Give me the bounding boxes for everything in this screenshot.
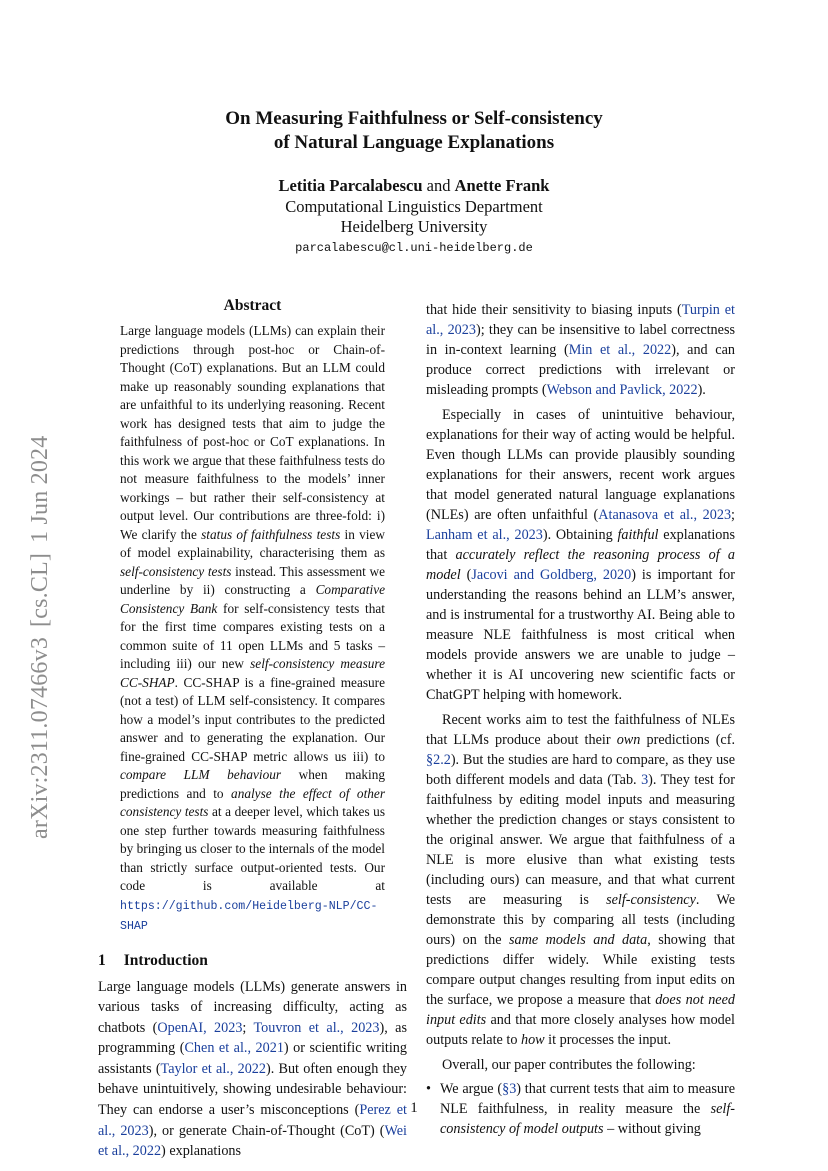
text-run: ), as programming ( bbox=[98, 1019, 407, 1057]
abstract-text-run: instead. This assessment we underline by ii) constructing a bbox=[120, 563, 385, 597]
text-run: Especially in cases of unintuitive behaviour, explanations for their way of acting would be helpful. Even though LLMs can provide plausibly sounding explanations for their answers, recent work argues that model generated natural language explanations (NLEs) are often unfaithful ( bbox=[426, 407, 735, 523]
arxiv-date: 1 Jun 2024 bbox=[27, 435, 53, 543]
abstract-text-run: in view of model explainability, characterising them as bbox=[120, 526, 385, 560]
text-run: and that more closely analyses how model outputs relate to bbox=[426, 1012, 735, 1048]
section-number: 1 bbox=[98, 951, 106, 969]
citation-link[interactable]: Lanham et al., 2023 bbox=[426, 527, 543, 543]
author-1: Letitia Parcalabescu bbox=[278, 176, 423, 195]
citation-link[interactable]: Min et al., 2022 bbox=[568, 342, 672, 358]
abstract-text-run: . CC-SHAP is a fine-grained measure (not a test) of LLM self-consistency. It compares how a model’s input contributes to the predicted answer and to generating the explanation. Our fine-grained CC-SHAP metric allows us iii) to bbox=[120, 674, 385, 764]
abstract-emphasis: analyse the effect of other consistency tests bbox=[120, 785, 385, 819]
text-run: ), or generate Chain-of-Thought (CoT) ( bbox=[148, 1122, 385, 1139]
abstract-text bbox=[120, 322, 385, 937]
text-run: ). They test for faithfulness by editing model inputs and measuring whether the prediction changes or stays consistent to the original answer. We argue that faithfulness of a NLE is more elusive than what existing tests (including ours) can measure, and that what current tests are measuring is bbox=[426, 772, 735, 908]
text-run: Recent works aim to test the faithfulness of NLEs that LLMs produce about their bbox=[426, 712, 735, 748]
abstract-emphasis: self-consistency tests bbox=[120, 563, 232, 579]
abstract-emphasis: compare LLM behaviour bbox=[120, 767, 282, 782]
arxiv-category: [cs.CL] bbox=[27, 552, 53, 627]
text-run: ). But often enough they behave unintuitively, showing undesirable behaviour: They can endorse a user’s misconceptions ( bbox=[98, 1060, 407, 1119]
section-title: Introduction bbox=[123, 951, 208, 969]
abstract-text-run: for self-consistency tests that for the first time compares existing tests on a common suite of 11 open LLMs and 5 tasks – including iii) our new bbox=[120, 600, 385, 671]
emphasis: does not need input edits bbox=[426, 992, 735, 1028]
text-run: it processes the input. bbox=[544, 1032, 672, 1048]
code-link[interactable]: https://github.com/Heidelberg-NLP/CC-SHAP bbox=[120, 899, 378, 933]
emphasis: faithful bbox=[617, 527, 659, 543]
text-run: predictions (cf. bbox=[640, 732, 735, 748]
table-ref-link[interactable]: 3 bbox=[641, 772, 649, 788]
abstract-text-run: Large language models (LLMs) can explain their predictions through post-hoc or Chain-of-Thought (CoT) explanations. But an LLM could make up reasonably sounding explanations that are unfaithful to its underlying reasoning. Recent work has designed tests that aim to judge the faithfulness of post-hoc or CoT explanations. In this work we argue that these faithfulness tests do not measure faithfulness to the models’ inner workings – but rather their self-consistency at output level. Our contributions are three-fold: i) We clarify the bbox=[120, 323, 385, 542]
author-department: Computational Linguistics Department bbox=[285, 196, 543, 216]
section-ref-link[interactable]: §3 bbox=[502, 1081, 517, 1097]
text-run: ) that current tests that aim to measure NLE faithfulness, in reality measure the bbox=[440, 1081, 735, 1117]
citation-link[interactable]: Chen et al., 2021 bbox=[184, 1040, 284, 1057]
emphasis: own bbox=[616, 732, 641, 748]
text-run: ), and can produce correct predictions with irrelevant or misleading prompts ( bbox=[426, 342, 735, 398]
citation-link[interactable]: Atanasova et al., 2023 bbox=[598, 507, 732, 523]
emphasis: same models and data bbox=[509, 932, 648, 948]
citation-link[interactable]: OpenAI, 2023 bbox=[157, 1019, 243, 1036]
text-run: ) or scientific writing assistants ( bbox=[98, 1040, 407, 1077]
author-email: parcalabescu@cl.uni-heidelberg.de bbox=[295, 240, 533, 255]
arxiv-id: arXiv:2311.07466v3 bbox=[27, 636, 53, 839]
title-line-2: of Natural Language Explanations bbox=[273, 132, 555, 153]
abstract-text-run: when making predictions and to bbox=[120, 767, 385, 801]
emphasis: how bbox=[520, 1032, 545, 1048]
author-connector: and bbox=[426, 176, 451, 195]
text-run: ) is important for understanding the reasons behind an LLM’s answer, and is instrumental for a trustworthy AI. Being able to measure NLE faithfulness is most critical when models provide answers we are unable to judge – whether it is AI uncovering new scientific facts or ChatGPT helping with homework. bbox=[426, 567, 735, 703]
text-run: ; bbox=[731, 507, 735, 523]
text-run: that hide their sensitivity to biasing inputs ( bbox=[426, 302, 682, 318]
body-paragraph bbox=[426, 405, 735, 705]
arxiv-stamp bbox=[20, 376, 60, 839]
section-heading-introduction bbox=[98, 951, 407, 971]
text-run: , showing that predictions differ widely. While existing tests compare output changes resulting from input edits on the surface, we propose a measure that bbox=[426, 932, 735, 1008]
abstract-emphasis: self-consistency measure CC-SHAP bbox=[120, 656, 385, 690]
citation-link[interactable]: Turpin et al., 2023 bbox=[426, 302, 735, 338]
text-run: ). bbox=[697, 382, 706, 398]
citation-link[interactable]: Wei et al., 2022 bbox=[98, 1122, 407, 1160]
citation-link[interactable]: Webson and Pavlick, 2022 bbox=[546, 382, 698, 398]
author-block bbox=[0, 176, 828, 258]
text-run: explanations that bbox=[426, 527, 735, 563]
text-run: – without giving bbox=[603, 1121, 701, 1137]
text-run: . We demonstrate this by comparing all tests (including ours) on the bbox=[426, 892, 735, 948]
author-names bbox=[0, 176, 828, 197]
text-run: Large language models (LLMs) generate answers in various tasks of increasing difficulty, acting as chatbots ( bbox=[98, 978, 407, 1036]
emphasis: self-consistency bbox=[606, 892, 696, 908]
title-line-1: On Measuring Faithfulness or Self-consistency bbox=[225, 108, 603, 129]
text-run: ). But the studies are hard to compare, as they use both different models and data (Tab. bbox=[426, 752, 735, 788]
page-number: 1 bbox=[410, 1100, 418, 1116]
abstract-emphasis: Comparative Consistency Bank bbox=[120, 582, 385, 616]
body-paragraph bbox=[426, 710, 735, 1050]
citation-link[interactable]: Jacovi and Goldberg, 2020 bbox=[471, 567, 632, 583]
intro-paragraph bbox=[98, 977, 407, 1162]
author-university: Heidelberg University bbox=[340, 217, 488, 236]
text-run: ( bbox=[460, 567, 472, 583]
text-run: We argue ( bbox=[440, 1081, 503, 1097]
text-run: ); they can be insensitive to label correctness in in-context learning ( bbox=[426, 322, 735, 358]
paper-title bbox=[0, 107, 828, 155]
right-column bbox=[426, 300, 735, 1139]
body-paragraph: Overall, our paper contributes the following: bbox=[442, 1057, 696, 1073]
text-run: ) explanations bbox=[161, 1143, 242, 1160]
emphasis: self-consistency of model outputs bbox=[440, 1101, 735, 1137]
abstract-emphasis: status of faithfulness tests bbox=[201, 526, 341, 542]
emphasis: accurately reflect the reasoning process of a model bbox=[426, 547, 735, 583]
text-run: ; bbox=[242, 1019, 254, 1036]
citation-link[interactable]: Taylor et al., 2022 bbox=[160, 1060, 266, 1077]
abstract-heading: Abstract bbox=[223, 297, 282, 314]
citation-link[interactable]: Touvron et al., 2023 bbox=[253, 1019, 380, 1036]
left-column bbox=[98, 296, 407, 1162]
text-run: ). Obtaining bbox=[542, 527, 618, 543]
abstract-text-run: at a deeper level, which takes us one step further towards measuring faithfulness by bringing us closer to the internals of the model than strictly surface output-oriented tests. Our code is available at bbox=[120, 804, 385, 893]
author-2: Anette Frank bbox=[454, 176, 550, 195]
citation-link[interactable]: Perez et al., 2023 bbox=[98, 1102, 407, 1139]
section-ref-link[interactable]: §2.2 bbox=[426, 752, 451, 768]
body-paragraph bbox=[426, 300, 735, 400]
